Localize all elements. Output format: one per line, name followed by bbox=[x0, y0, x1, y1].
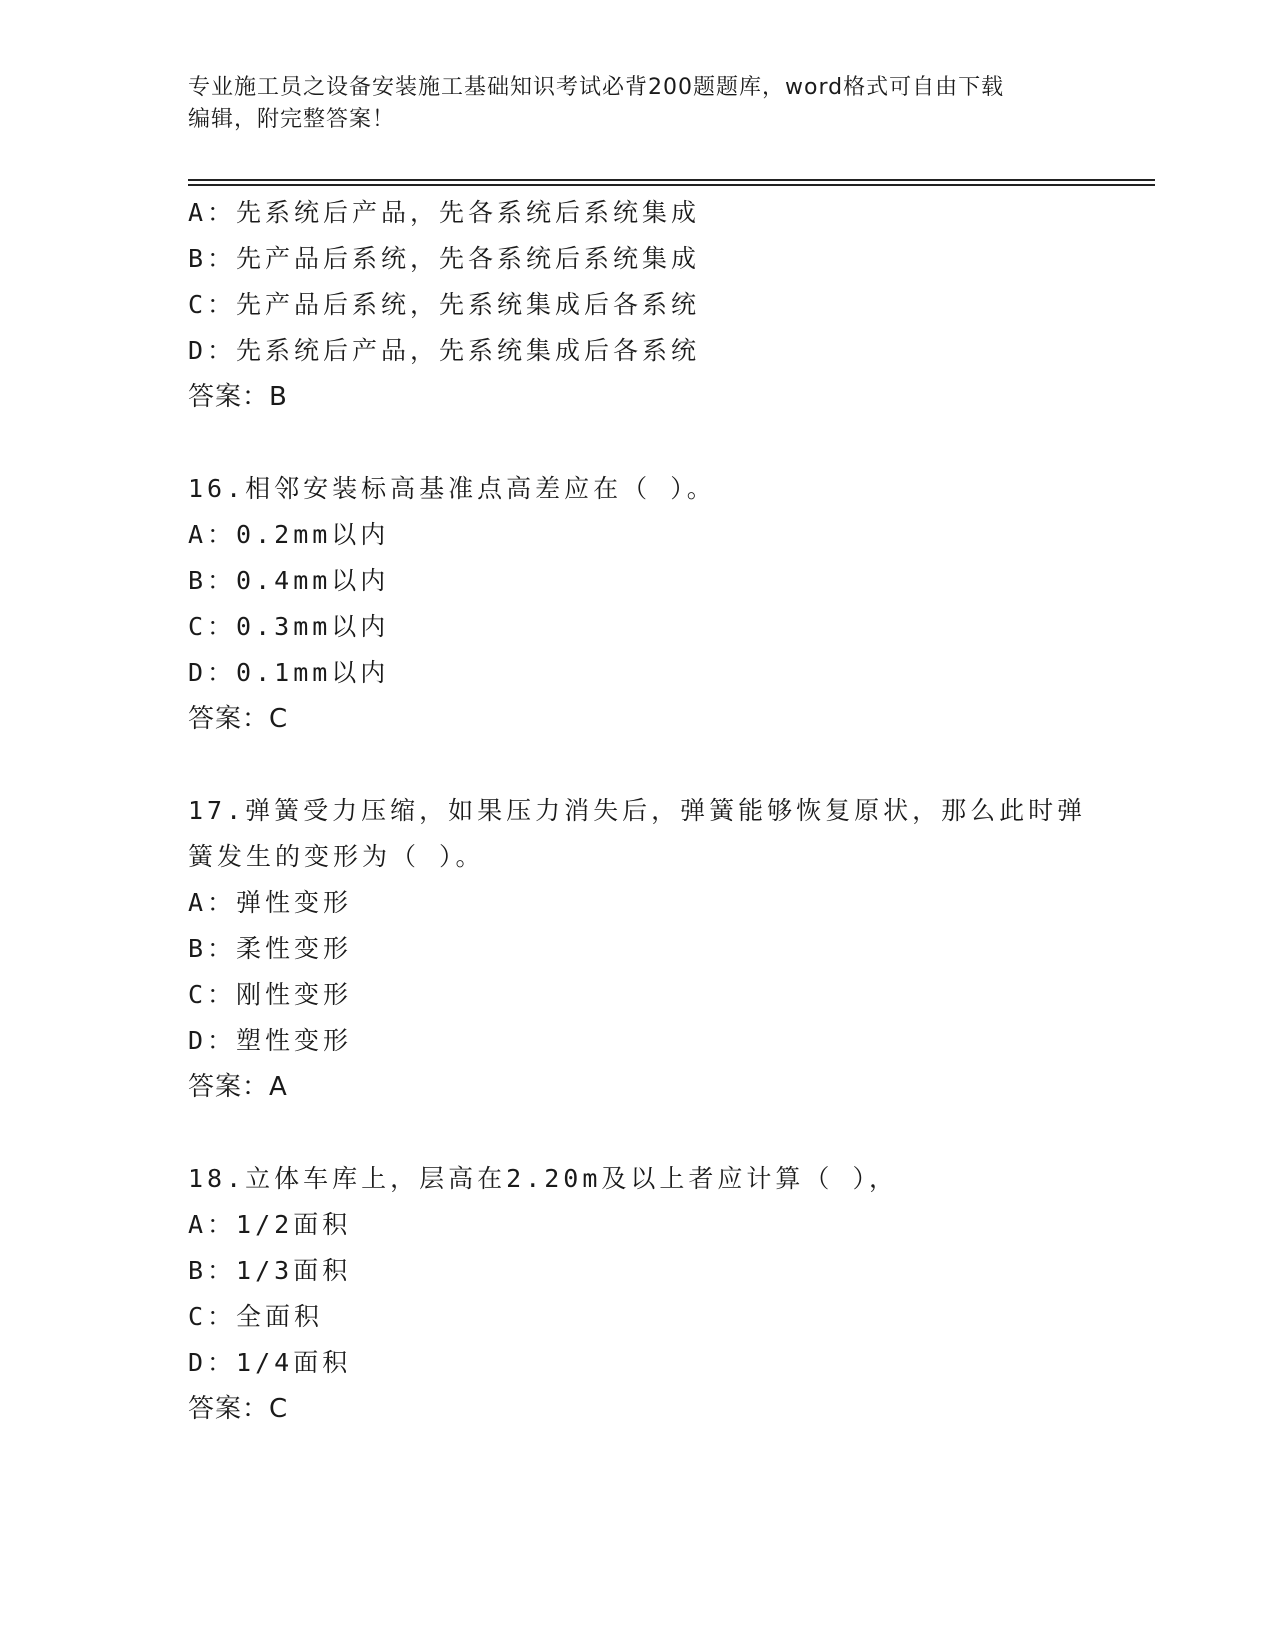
spacer bbox=[188, 742, 1088, 788]
header-line-2: 编辑，附完整答案！ bbox=[188, 107, 396, 132]
option-d: D：塑性变形 bbox=[188, 1026, 353, 1055]
header-divider-top bbox=[188, 179, 1155, 181]
spacer bbox=[188, 1110, 1088, 1156]
question-content bbox=[188, 190, 1088, 1432]
option-b: B：0.4mm以内 bbox=[188, 566, 390, 595]
question-15-block bbox=[188, 190, 1088, 420]
option-d: D：1/4面积 bbox=[188, 1348, 352, 1377]
question-text-line-2: 簧发生的变形为（ ）。 bbox=[188, 842, 485, 871]
question-17-block bbox=[188, 788, 1088, 1110]
option-d: D：先系统后产品，先系统集成后各系统 bbox=[188, 336, 701, 365]
option-c: C：先产品后系统，先系统集成后各系统 bbox=[188, 290, 701, 319]
question-18-block bbox=[188, 1156, 1088, 1432]
option-c: C：0.3mm以内 bbox=[188, 612, 390, 641]
question-16-block bbox=[188, 466, 1088, 742]
answer-label: 答案：B bbox=[188, 382, 288, 412]
answer-label: 答案：C bbox=[188, 1394, 289, 1424]
option-a: A：弹性变形 bbox=[188, 888, 353, 917]
header-divider-bottom bbox=[188, 184, 1155, 186]
option-a: A：先系统后产品，先各系统后系统集成 bbox=[188, 198, 701, 227]
question-text: 16.相邻安装标高基准点高差应在（ ）。 bbox=[188, 474, 716, 503]
option-a: A：0.2mm以内 bbox=[188, 520, 390, 549]
header-line-1: 专业施工员之设备安装施工基础知识考试必背200题题库，word格式可自由下载 bbox=[188, 75, 1005, 100]
option-b: B：先产品后系统，先各系统后系统集成 bbox=[188, 244, 701, 273]
answer-label: 答案：C bbox=[188, 704, 289, 734]
option-c: C：刚性变形 bbox=[188, 980, 353, 1009]
question-text: 18.立体车库上，层高在2.20m及以上者应计算（ ）， bbox=[188, 1164, 898, 1193]
option-b: B：1/3面积 bbox=[188, 1256, 352, 1285]
document-header bbox=[188, 72, 1088, 136]
option-b: B：柔性变形 bbox=[188, 934, 353, 963]
option-a: A：1/2面积 bbox=[188, 1210, 352, 1239]
question-text-line-1: 17.弹簧受力压缩，如果压力消失后，弹簧能够恢复原状，那么此时弹 bbox=[188, 796, 1087, 825]
spacer bbox=[188, 420, 1088, 466]
answer-label: 答案：A bbox=[188, 1072, 288, 1102]
option-c: C：全面积 bbox=[188, 1302, 324, 1331]
option-d: D：0.1mm以内 bbox=[188, 658, 390, 687]
